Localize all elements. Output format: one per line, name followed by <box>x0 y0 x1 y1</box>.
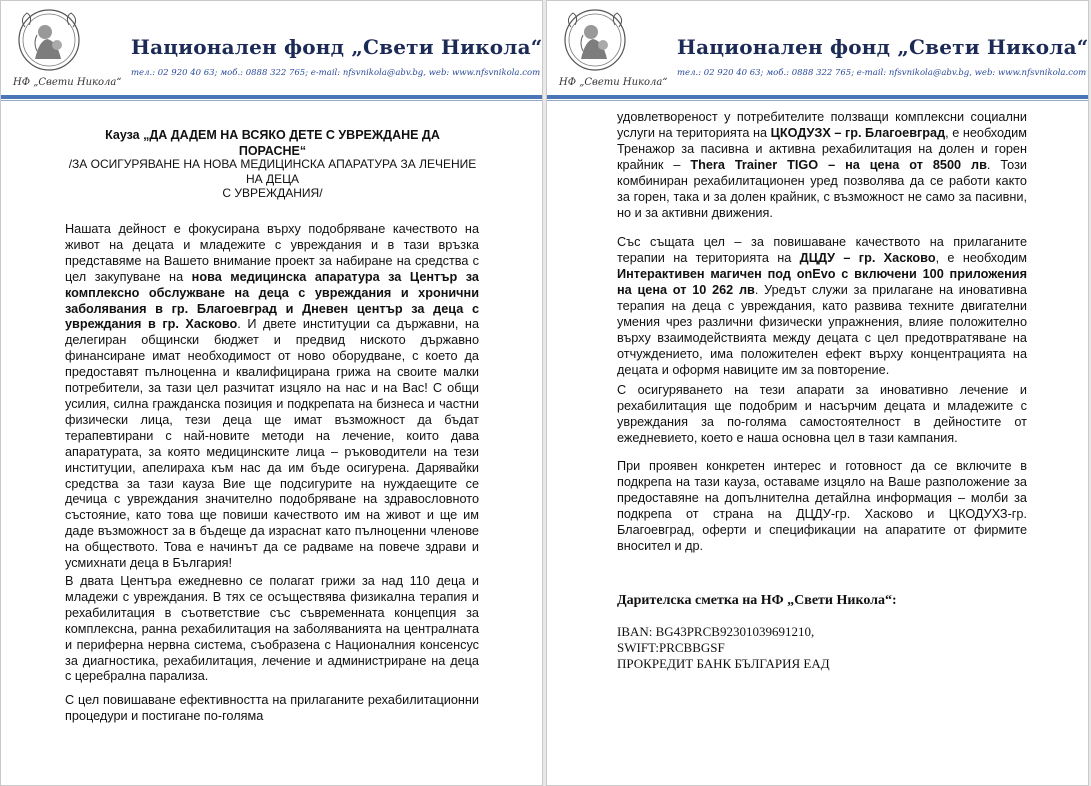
bank-details <box>617 624 830 672</box>
contact-line: тел.: 02 920 40 63; моб.: 0888 322 765; e-mail: nfsvnikola@abv.bg, web: www.nfsvnikola.com <box>131 68 541 78</box>
paragraph-trainer-text-end: . Този комбиниран рехабилитационен уред позволява да се работи както за горен, така и за долен крайник, с възможност не само за пасивни, но и за активни движения. <box>617 158 1027 220</box>
cause-title <box>61 127 484 159</box>
paragraph-intro-text: Нашата дейност е фокусирана върху подобряване качеството на живот на децата и младежите с увреждания и в тази връзка представяме на Вашето внимание проект за набиране на средства с цел закупуване на <box>65 222 479 284</box>
paragraph-intro <box>65 222 479 572</box>
paragraph-trainer-device: Thera Trainer TIGO – на цена от 8500 лв <box>690 158 987 172</box>
letter-page-2 <box>546 0 1089 786</box>
saint-nicholas-logo-icon <box>561 7 629 73</box>
cause-subtitle <box>59 157 486 201</box>
cause-subtitle-line-1: /ЗА ОСИГУРЯВАНЕ НА НОВА МЕДИЦИНСКА АПАРАТУРА ЗА ЛЕЧЕНИЕ НА ДЕЦА <box>68 157 477 186</box>
paragraph-trainer <box>617 109 1027 221</box>
paragraph-trainer-text: удовлетвореност у потребителите ползващи комплексни социални услуги на територията на <box>617 110 1027 140</box>
paragraph-contact-offer: При проявен конкретен интерес и готовност да се включите в подкрепа на тази кауза, оставаме изцяло на Ваше разположение за предоставяне на допълнителна детайлна информация – молби за подкрепа от страна на ДЦДУ-гр. Хасково и ЦКОДУХЗ-гр. Благоевград, оферти и спецификации на апаратите от фирмите вносител и др. <box>617 459 1027 553</box>
bank-name: ПРОКРЕДИТ БАНК БЪЛГАРИЯ ЕАД <box>617 656 830 671</box>
paragraph-magic-floor-text-end: . Уредът служи за прилагане на иновативна терапия на деца с увреждания, като развива техните двигателни умения чрез различни физически упражнения, влияе положително върху взаимодействията между децата с цел предотвратяване на отчуждението, има положителен ефект върху концентрацията на децата и оформя навиците им за повторение. <box>617 283 1027 377</box>
paragraph-intro-highlight: нова медицинска апаратура за Център за комплексно обслужване на деца с увреждания и хронични заболявания в гр. Благоевград и Дневен център за деца с увреждания в гр. Хасково <box>65 269 479 332</box>
paragraph-magic-floor-center: ДЦДУ – гр. Хасково <box>799 251 936 265</box>
header-rule-thin <box>547 100 1088 101</box>
saint-nicholas-logo-icon <box>15 7 83 73</box>
donation-account-title: Дарителска сметка на НФ „Свети Никола“: <box>617 593 897 608</box>
cause-title-line-2: ПОРАСНЕ“ <box>238 144 307 158</box>
header-rule <box>547 95 1088 99</box>
paragraph-trainer-center: ЦКОДУЗХ – гр. Благоевград <box>770 126 946 140</box>
organization-name: Национален фонд „Свети Никола“ <box>131 35 543 59</box>
paragraph-magic-floor <box>617 234 1027 378</box>
paragraph-trainer-text-cont: , е необходим Тренажор за пасивна и активна рехабилитация на долен и горен крайник – <box>617 126 1027 172</box>
paragraph-magic-floor-device: Интерактивен магичен под onEvo с включени 100 приложения на цена от 10 262 лв <box>617 267 1027 297</box>
organization-name: Национален фонд „Свети Никола“ <box>677 35 1089 59</box>
swift: SWIFT:PRCBBGSF <box>617 640 725 655</box>
cause-title-line-1: Кауза „ДА ДАДЕМ НА ВСЯКО ДЕТЕ С УВРЕЖДАНЕ ДА <box>105 128 440 142</box>
paragraph-magic-floor-text-cont: , е необходим <box>935 251 1027 265</box>
paragraph-centers: В двата Центъра ежедневно се полагат грижи за над 110 деца и младежи с увреждания. В тях се осъществява физикална терапия и рехабилитация в съответствие със съвременната концепция за комплексна, ранна рехабилитация на заболяванията на централната и периферна нервна система, съобразена с Националния консенсус за диагностика, рехабилитация, лечение и администриране на деца с церебрална парализа. <box>65 574 479 684</box>
header-rule <box>1 95 542 99</box>
cause-subtitle-line-2: С УВРЕЖДАНИЯ/ <box>222 186 323 200</box>
letterhead <box>547 1 1088 101</box>
paragraph-magic-floor-text: Със същата цел – за повишаване качеството на прилаганите терапии на територията на <box>617 235 1027 265</box>
letterhead <box>1 1 542 101</box>
paragraph-intro-text-cont: . И двете институции са държавни, на делегиран общински бюджет и предвид ниското държавно финансиране имат необходимост от ново оборудване, с което да предоставят пълноценна и квалифицирана грижа на своите малки потребители, за тази цел разчитат изцяло на нас и на Вас! С общи усилия, силна гражданска позиция и подкрепата на бизнеса и частни физически лица, тези деца ще имат възможност да бъдат терапевтирани с най-новите методи на лечение, които дава апаратурата, за която медицинските лица – ръководители на тези институции, апелираха към нас да им бъде осигурена. Дарявайки средства за тази кауза Вие ще подсигурите на нуждаещите се дечица с увреждания значително подобряване на здравословното състояние, като това ще повиши качеството им на живот и ще им даде възможност за в бъдеще да израснат като пълноценни членове на обществото. Това е начинът да се радваме на повече здрави и усмихнати деца в България! <box>65 317 479 571</box>
paragraph-goal-start: С цел повишаване ефективността на прилаганите рехабилитационни процедури и постигане по-голяма <box>65 693 479 723</box>
iban: IBAN: BG43PRCB92301039691210, <box>617 624 815 639</box>
logo-caption: НФ „Свети Никола“ <box>559 77 668 88</box>
letter-page-1 <box>0 0 543 786</box>
contact-line: тел.: 02 920 40 63; моб.: 0888 322 765; e-mail: nfsvnikola@abv.bg, web: www.nfsvnikola.com <box>677 68 1087 78</box>
paragraph-goal: С осигуряването на тези апарати за иновативно лечение и рехабилитация ще подобрим и насърчим децата и младежите с увреждания за по-голяма самостоятелност в дейностите от ежедневието, което е наша основна цел в тази кампания. <box>617 383 1027 445</box>
header-rule-thin <box>1 100 542 101</box>
logo-caption: НФ „Свети Никола“ <box>13 77 122 88</box>
